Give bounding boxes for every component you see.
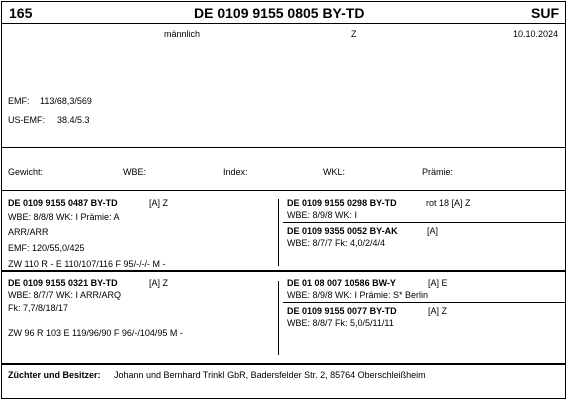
us-emf-label: US-EMF:: [8, 115, 45, 125]
print-date: 10.10.2024: [512, 29, 558, 39]
praemie-label: Prämie:: [422, 167, 454, 177]
breed-code: SUF: [531, 5, 559, 21]
sire-sire-ring: DE 0109 9155 0298 BY-TD: [287, 198, 397, 208]
sire-ring: DE 0109 9155 0487 BY-TD: [8, 198, 118, 208]
sire-sire-line-1: WBE: 8/9/8 WK: I: [287, 210, 358, 220]
dam-dam-tag: [A] Z: [428, 306, 448, 316]
fields-divider: [2, 190, 565, 191]
wkl-label: WKL:: [323, 167, 346, 177]
sire-line-1: WBE: 8/8/8 WK: I Prämie: A: [8, 212, 120, 222]
pedigree-vline-top: [278, 199, 279, 266]
wbe-label: WBE:: [123, 167, 147, 177]
sire-tag: [A] Z: [149, 198, 169, 208]
dam-line-2: Fk: 7,7/8/18/17: [8, 303, 69, 313]
emf-value: 113/68,3/569: [40, 96, 92, 106]
pedigree-mid-divider: [2, 270, 565, 272]
dam-tag: [A] Z: [149, 278, 169, 288]
dam-line-3: ZW 96 R 103 E 119/96/90 F 96/-/104/95 M -: [8, 328, 183, 338]
pedigree-card: [1, 1, 566, 399]
dam-dam-ring: DE 0109 9155 0077 BY-TD: [287, 306, 397, 316]
dam-dam-line-1: WBE: 8/8/7 Fk: 5,0/5/11/11: [287, 318, 394, 328]
sire-dam-ring: DE 0109 9355 0052 BY-AK: [287, 226, 398, 236]
dam-sub-divider: [283, 302, 565, 303]
emf-label: EMF:: [8, 96, 30, 106]
stats-divider: [2, 147, 565, 148]
sire-dam-tag: [A]: [427, 226, 439, 236]
gewicht-label: Gewicht:: [8, 167, 44, 177]
us-emf-value: 38.4/5.3: [57, 115, 90, 125]
dam-ring: DE 0109 9155 0321 BY-TD: [8, 278, 118, 288]
sire-line-4: ZW 110 R - E 110/107/116 F 95/-/-/- M -: [8, 259, 166, 269]
breeder-label: Züchter und Besitzer:: [8, 370, 101, 380]
header-divider: [2, 23, 565, 24]
dam-sire-ring: DE 01 08 007 10586 BW-Y: [287, 278, 396, 288]
pedigree-vline-bottom: [278, 281, 279, 355]
sex: männlich: [164, 29, 201, 39]
sire-line-2: ARR/ARR: [8, 227, 49, 237]
dam-sire-line-1: WBE: 8/9/8 WK: I Prämie: S* Berlin: [287, 290, 429, 300]
dam-line-1: WBE: 8/7/7 WK: I ARR/ARQ: [8, 290, 122, 300]
sire-sire-tag: rot 18 [A] Z: [426, 198, 471, 208]
animal-ring-id: DE 0109 9155 0805 BY-TD: [194, 5, 365, 21]
breeder-value: Johann und Bernhard Trinkl GbR, Badersfelder Str. 2, 85764 Oberschleißheim: [114, 370, 426, 380]
breeder-divider: [2, 363, 565, 365]
sire-line-3: EMF: 120/55,0/425: [8, 243, 85, 253]
sire-dam-line-1: WBE: 8/7/7 Fk: 4,0/2/4/4: [287, 238, 386, 248]
dam-sire-tag: [A] E: [428, 278, 448, 288]
animal-number: 165: [9, 5, 33, 21]
index-label: Index:: [223, 167, 248, 177]
herdbook-marker: Z: [351, 29, 357, 39]
sire-sub-divider: [283, 222, 565, 223]
